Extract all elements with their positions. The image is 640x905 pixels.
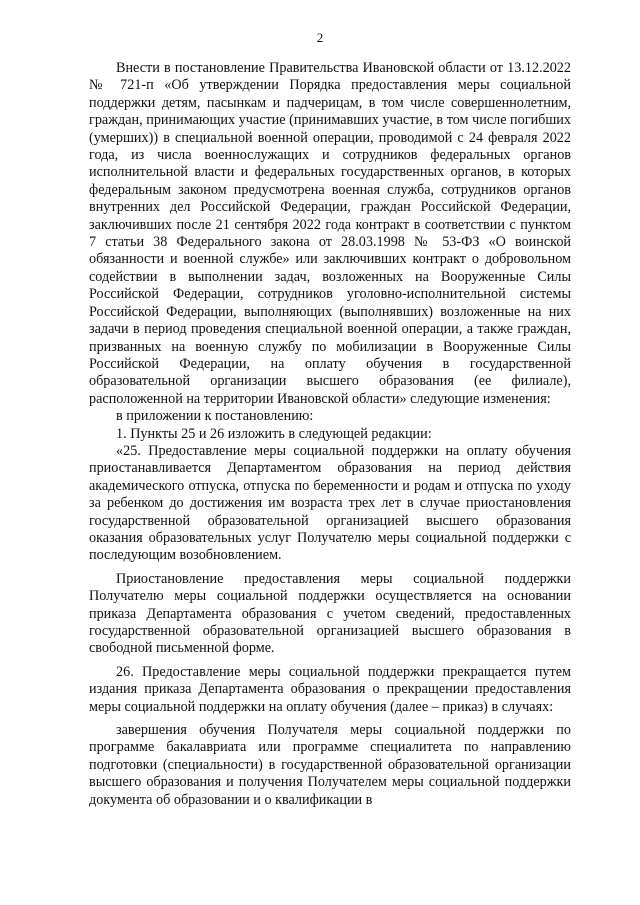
paragraph-completion-case: завершения обучения Получателя меры социальной поддержки по программе бакалавриата или программе специалитета по направлению подготовки (специальности) в государственной образовательной организации высшего образования и получения Получателем меры социальной поддержки документа об образовании и о квалификации в <box>89 722 571 808</box>
paragraph-appendix-ref: в приложении к постановлению: <box>116 408 314 425</box>
paragraph-point-25: «25. Предоставление меры социальной поддержки на оплату обучения приостанавливается Департаментом образования на период действия академического отпуска, отпуска по беременности и родам и отпуска по уходу за ребенком до достижения им возраста трех лет в случае приостановления государственной образовательной организацией высшего образования оказания образовательных услуг Получателю меры социальной поддержки с последующим возобновлением. <box>89 442 571 564</box>
paragraph-point-26: 26. Предоставление меры социальной поддержки прекращается путем издания приказа Департамента образования о прекращении предоставления меры социальной поддержки на оплату обучения (далее – приказ) в случаях: <box>89 663 571 715</box>
paragraph-suspension: Приостановление предоставления меры социальной поддержки Получателю меры социальной поддержки осуществляется на основании приказа Департамента образования с учетом сведений, предоставленных государственной образовательной организацией высшего образования в свободной письменной форме. <box>89 570 571 657</box>
page-number: 2 <box>316 30 324 45</box>
paragraph-item-1: 1. Пункты 25 и 26 изложить в следующей редакции: <box>116 425 432 442</box>
document-body <box>89 60 571 809</box>
paragraph-amendment-intro: Внести в постановление Правительства Ивановской области от 13.12.2022 № 721-п «Об утверждении Порядка предоставления меры социальной поддержки детям, пасынкам и падчерицам, в том числе совершеннолетним, граждан, принимающих участие (принимавших участие, в том числе погибших (умерших)) в специальной военной операции, проводимой с 24 февраля 2022 года, из числа военнослужащих и сотрудников федеральных органов исполнительной власти и федеральных государственных органов, в которых федеральным законом предусмотрена военная служба, сотрудников органов внутренних дел Российской Федерации, граждан Российской Федерации, заключивших после 21 сентября 2022 года контракт в соответствии с пунктом 7 статьи 38 Федерального закона от 28.03.1998 № 53-ФЗ «О воинской обязанности и военной службе» или заключивших контракт о добровольном содействии в выполнении задач, возложенных на Вооруженные Силы Российской Федерации, сотрудников уголовно-исполнительной системы Российской Федерации, выполняющих (выполнявших) возложенные на них задачи в период проведения специальной военной операции, а также граждан, призванных на военную службу по мобилизации в Вооруженные Силы Российской Федерации, на оплату обучения в государственной образовательной организации высшего образования (ее филиале), расположенной на территории Ивановской области» следующие изменения: <box>89 60 571 407</box>
